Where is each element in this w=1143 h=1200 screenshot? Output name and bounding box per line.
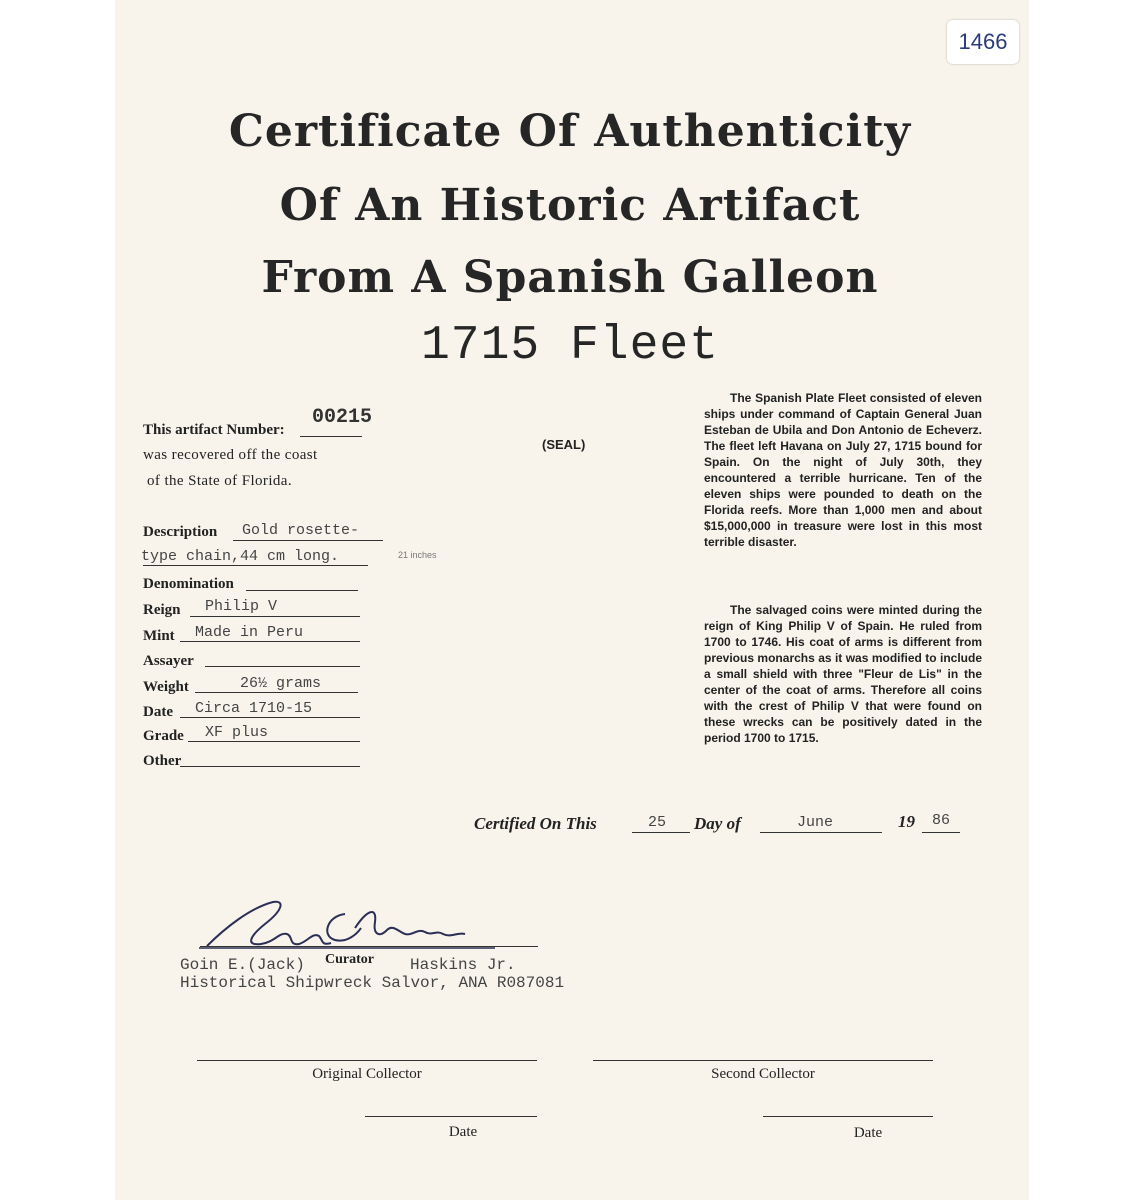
description-line-2 [143,565,368,566]
history-paragraph-1: The Spanish Plate Fleet consisted of eleven ships under command of Captain General Juan Esteban de Ubila and Don Antonio de Echeverz. The fleet left Havana on July 27, 1715 bound for Spain. On the night of July 30th, they encountered a terrible hurricane. Ten of the eleven ships were pounded to death on the Florida reefs. More than 1,000 men and about $15,000,000 in treasure were lost in this most terrible disaster. [704,391,982,549]
curator-label: Curator [325,952,374,967]
mint-line [180,641,360,642]
other-line [180,766,360,767]
denomination-label: Denomination [143,576,234,592]
signatory-first-name: Goin E.(Jack) [180,956,305,974]
denomination-line [246,590,358,591]
description-note: 21 inches [398,550,437,560]
certified-prefix: Certified On This [474,814,597,833]
description-value-2: type chain,44 cm long. [141,548,340,565]
second-date-line [763,1116,933,1117]
recovered-line-2: of the State of Florida. [147,473,292,489]
certified-day: 25 [648,814,667,831]
date-value: Circa 1710-15 [195,700,313,717]
certified-month-line [760,832,882,833]
reign-line [190,616,360,617]
original-date-line [365,1116,537,1117]
reign-label: Reign [143,602,181,618]
handwritten-signature [195,888,495,958]
date-line [180,717,360,718]
artifact-number-value: 00215 [312,406,373,429]
mint-label: Mint [143,628,175,644]
recovered-line-1: was recovered off the coast [143,447,318,463]
title-line-1: Certificate Of Authenticity [228,106,912,157]
mint-value: Made in Peru [195,624,304,641]
assayer-label: Assayer [143,653,194,669]
certified-day-line [632,832,690,833]
history-paragraph-2: The salvaged coins were minted during the reign of King Philip V of Spain. He ruled from 1700 to 1746. His coat of arms is different from previous monarchs as it was modified to include a small shield with three "Fleur de Lis" in the center of the coat of arms. Therefore all coins with the crest of Philip V that were found on these wrecks can be positively dated in the period 1700 to 1715. [704,603,982,745]
artifact-number-line [300,436,362,437]
signature-line [200,946,538,947]
weight-value: 26½ grams [240,675,322,692]
seal-label: (SEAL) [542,437,586,452]
weight-label: Weight [143,679,189,695]
title-line-3: From A Spanish Galleon [261,252,879,303]
weight-line [195,692,358,693]
original-collector-line [197,1060,537,1061]
title-line-4: 1715 Fleet [420,319,720,373]
other-label: Other [143,753,182,769]
description-label: Description [143,524,218,540]
assayer-line [205,666,360,667]
signatory-last-name: Haskins Jr. [410,956,516,974]
original-collector-label: Original Collector [312,1066,422,1082]
certified-year-suffix: 86 [932,812,951,829]
second-collector-label: Second Collector [711,1066,815,1082]
original-date-label: Date [448,1124,478,1140]
description-line-1 [233,540,383,541]
corner-tag: 1466 [947,20,1019,64]
second-collector-line [593,1060,933,1061]
grade-value: XF plus [205,724,269,741]
certified-year-line [922,832,960,833]
certified-month: June [797,814,834,831]
reign-value: Philip V [205,598,278,615]
title-line-2: Of An Historic Artifact [279,180,861,231]
date-label: Date [143,704,173,720]
grade-line [188,741,360,742]
description-value-1: Gold rosette- [242,522,360,539]
signatory-title: Historical Shipwreck Salvor, ANA R087081 [180,974,565,992]
artifact-number-label: This artifact Number: [143,422,285,438]
certified-day-label: Day of [694,814,741,833]
second-date-label: Date [853,1125,883,1141]
certified-year-prefix: 19 [898,812,915,831]
grade-label: Grade [143,728,184,744]
